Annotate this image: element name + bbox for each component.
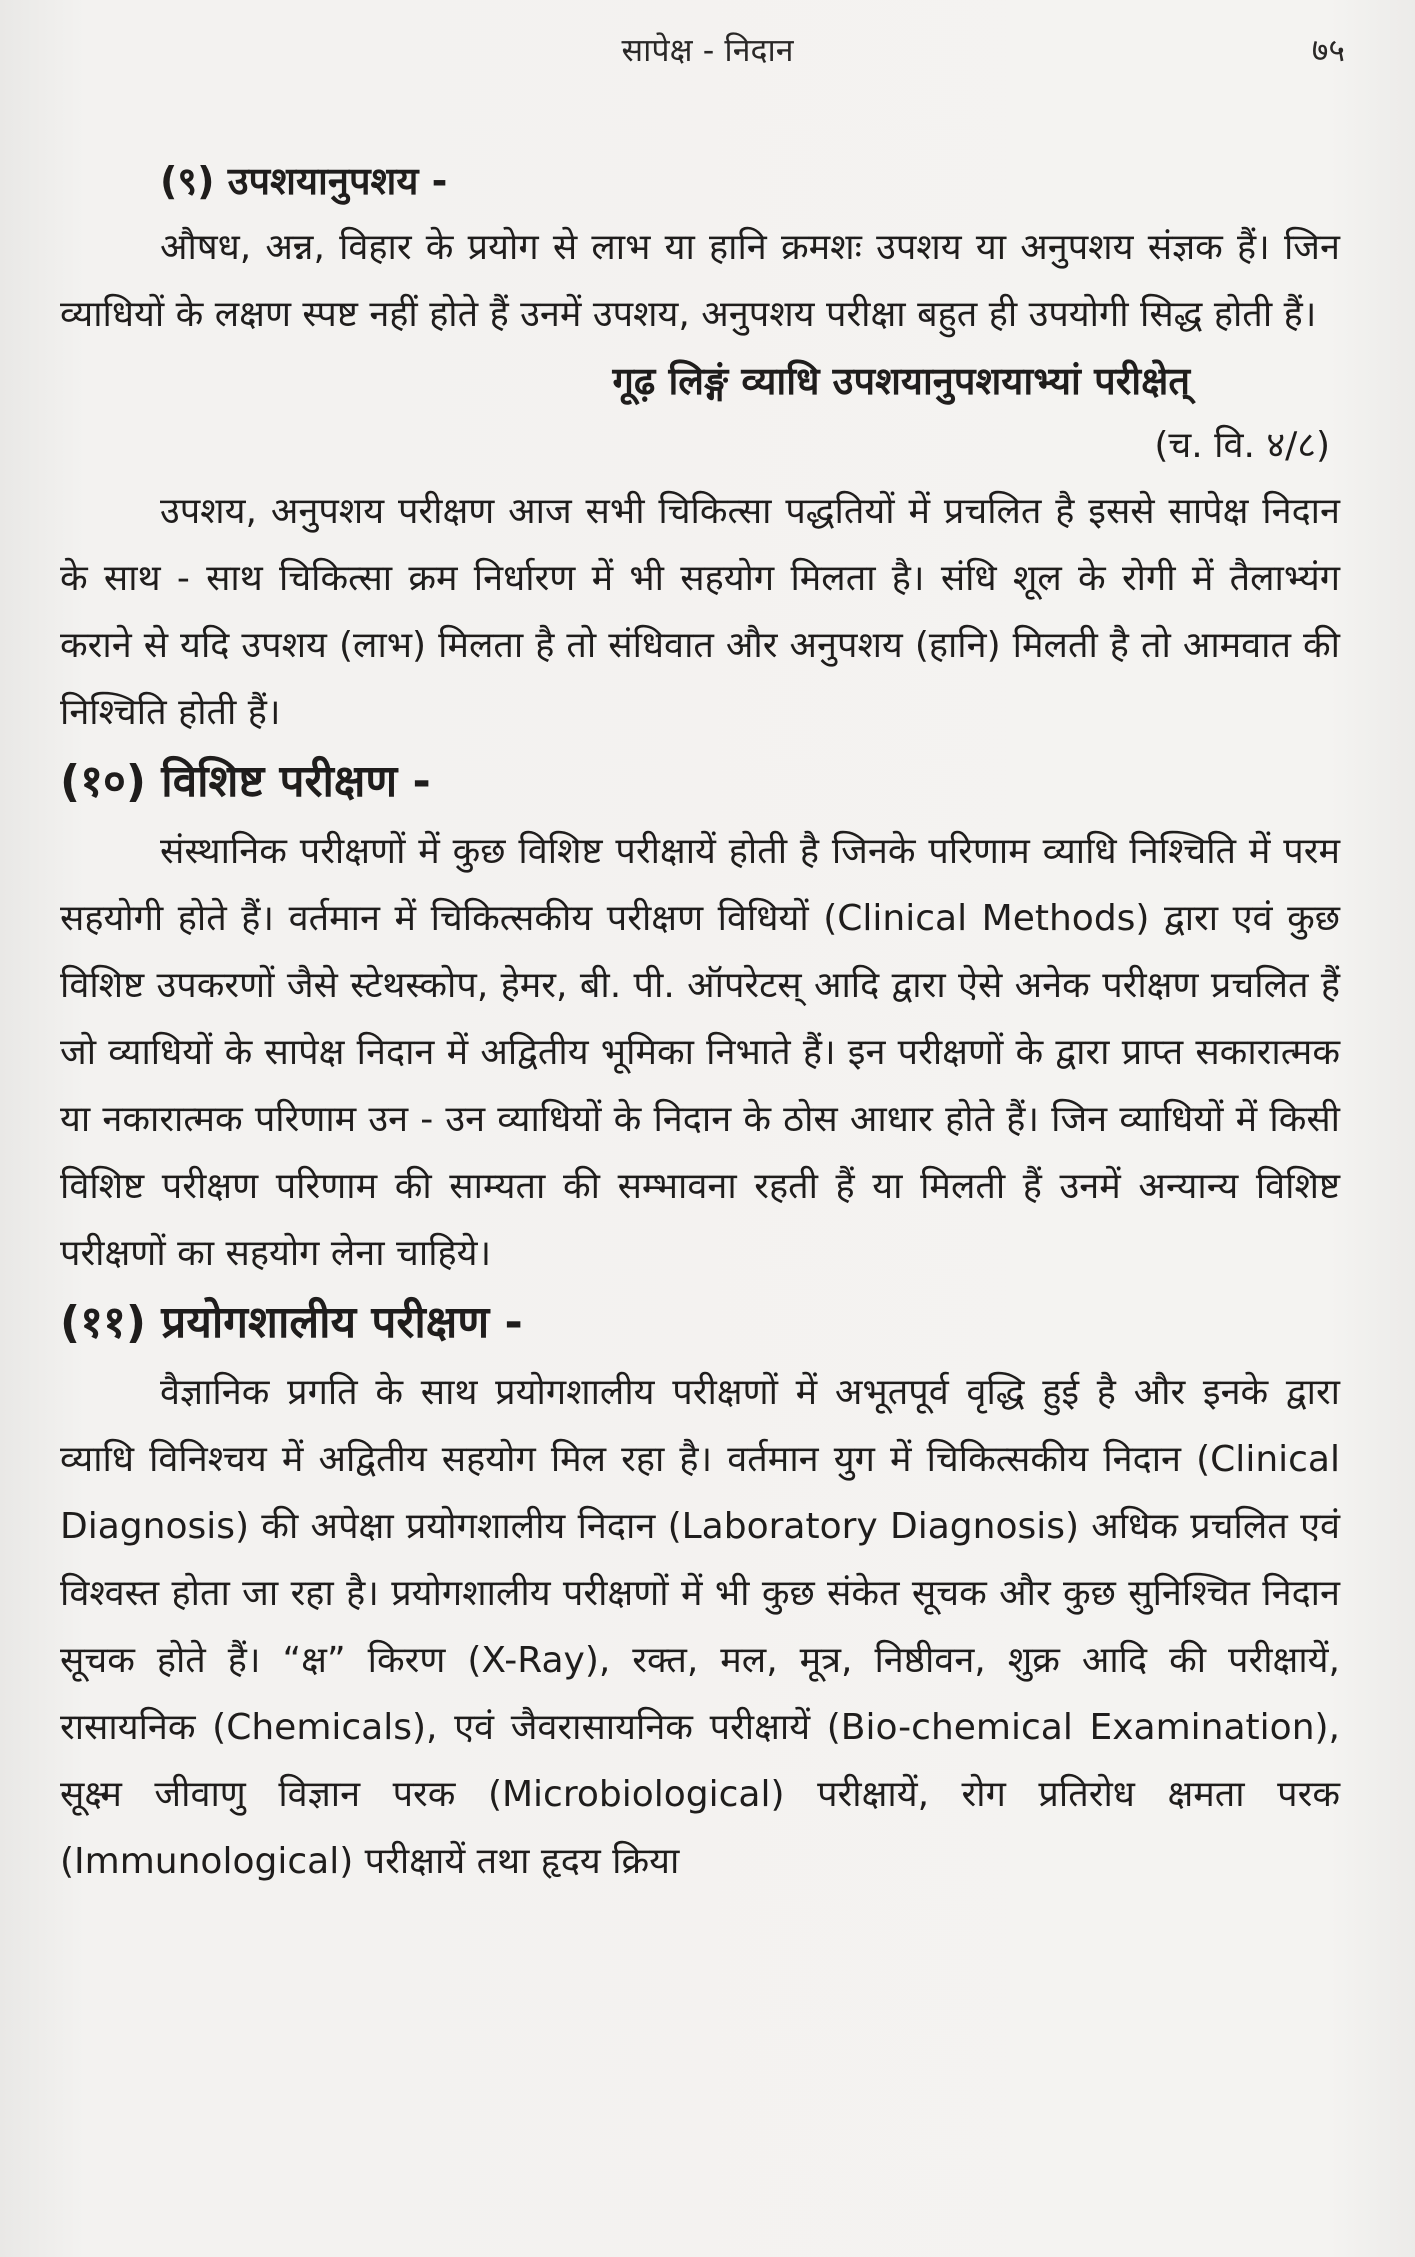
running-header [0, 28, 1415, 68]
header-title: सापेक्ष - निदान [621, 31, 794, 69]
paragraph-upashaya-definition: औषध, अन्न, विहार के प्रयोग से लाभ या हानि क्रमशः उपशय या अनुपशय संज्ञक हैं। जिन व्याधियों के लक्षण स्पष्ट नहीं होते हैं उनमें उपशय, अनुपशय परीक्षा बहुत ही उपयोगी सिद्ध होती हैं। [60, 227, 1340, 335]
page-number: ७५ [1311, 31, 1345, 69]
page-content [60, 148, 1340, 1895]
section-heading-laboratory-tests: (११) प्रयोगशालीय परीक्षण - [60, 1297, 523, 1348]
verse-citation: (च. वि. ४/८) [1154, 425, 1330, 466]
section-heading-special-tests: (१०) विशिष्ट परीक्षण - [60, 756, 431, 807]
sanskrit-verse: गूढ़ लिङ्गं व्याधि उपशयानुपशयाभ्यां परीक्षेत् [612, 359, 1190, 403]
paragraph-special-tests: संस्थानिक परीक्षणों में कुछ विशिष्ट परीक्षायें होती है जिनके परिणाम व्याधि निश्चिति में परम सहयोगी होते हैं। वर्तमान में चिकित्सकीय परीक्षण विधियों (Clinical Methods) द्वारा एवं कुछ विशिष्ट उपकरणों जैसे स्टेथस्कोप, हेमर, बी. पी. ऑपरेटस् आदि द्वारा ऐसे अनेक परीक्षण प्रचलित हैं जो व्याधियों के सापेक्ष निदान में अद्वितीय भूमिका निभाते हैं। इन परीक्षणों के द्वारा प्राप्त सकारात्मक या नकारात्मक परिणाम उन - उन व्याधियों के निदान के ठोस आधार होते हैं। जिन व्याधियों में किसी विशिष्ट परीक्षण परिणाम की साम्यता की सम्भावना रहती हैं या मिलती हैं उनमें अन्यान्य विशिष्ट परीक्षणों का सहयोग लेना चाहिये। [60, 831, 1340, 1274]
section-heading-upashaya: (९) उपशयानुपशय - [160, 159, 448, 203]
paragraph-upashaya-usage: उपशय, अनुपशय परीक्षण आज सभी चिकित्सा पद्धतियों में प्रचलित है इससे सापेक्ष निदान के साथ - साथ चिकित्सा क्रम निर्धारण में भी सहयोग मिलता है। संधि शूल के रोगी में तैलाभ्यंग कराने से यदि उपशय (लाभ) मिलता है तो संधिवात और अनुपशय (हानि) मिलती है तो आमवात की निश्चिति होती हैं। [60, 491, 1340, 733]
paragraph-laboratory-tests: वैज्ञानिक प्रगति के साथ प्रयोगशालीय परीक्षणों में अभूतपूर्व वृद्धि हुई है और इनके द्वारा व्याधि विनिश्चय में अद्वितीय सहयोग मिल रहा है। वर्तमान युग में चिकित्सकीय निदान (Clinical Diagnosis) की अपेक्षा प्रयोगशालीय निदान (Laboratory Diagnosis) अधिक प्रचलित एवं विश्वस्त होता जा रहा है। प्रयोगशालीय परीक्षणों में भी कुछ संकेत सूचक और कुछ सुनिश्चित निदान सूचक होते हैं। “क्ष” किरण (X-Ray), रक्त, मल, मूत्र, निष्ठीवन, शुक्र आदि की परीक्षायें, रासायनिक (Chemicals), एवं जैवरासायनिक परीक्षायें (Bio-chemical Examination), सूक्ष्म जीवाणु विज्ञान परक (Microbiological) परीक्षायें, रोग प्रतिरोध क्षमता परक (Immunological) परीक्षायें तथा हृदय क्रिया [60, 1372, 1340, 1882]
